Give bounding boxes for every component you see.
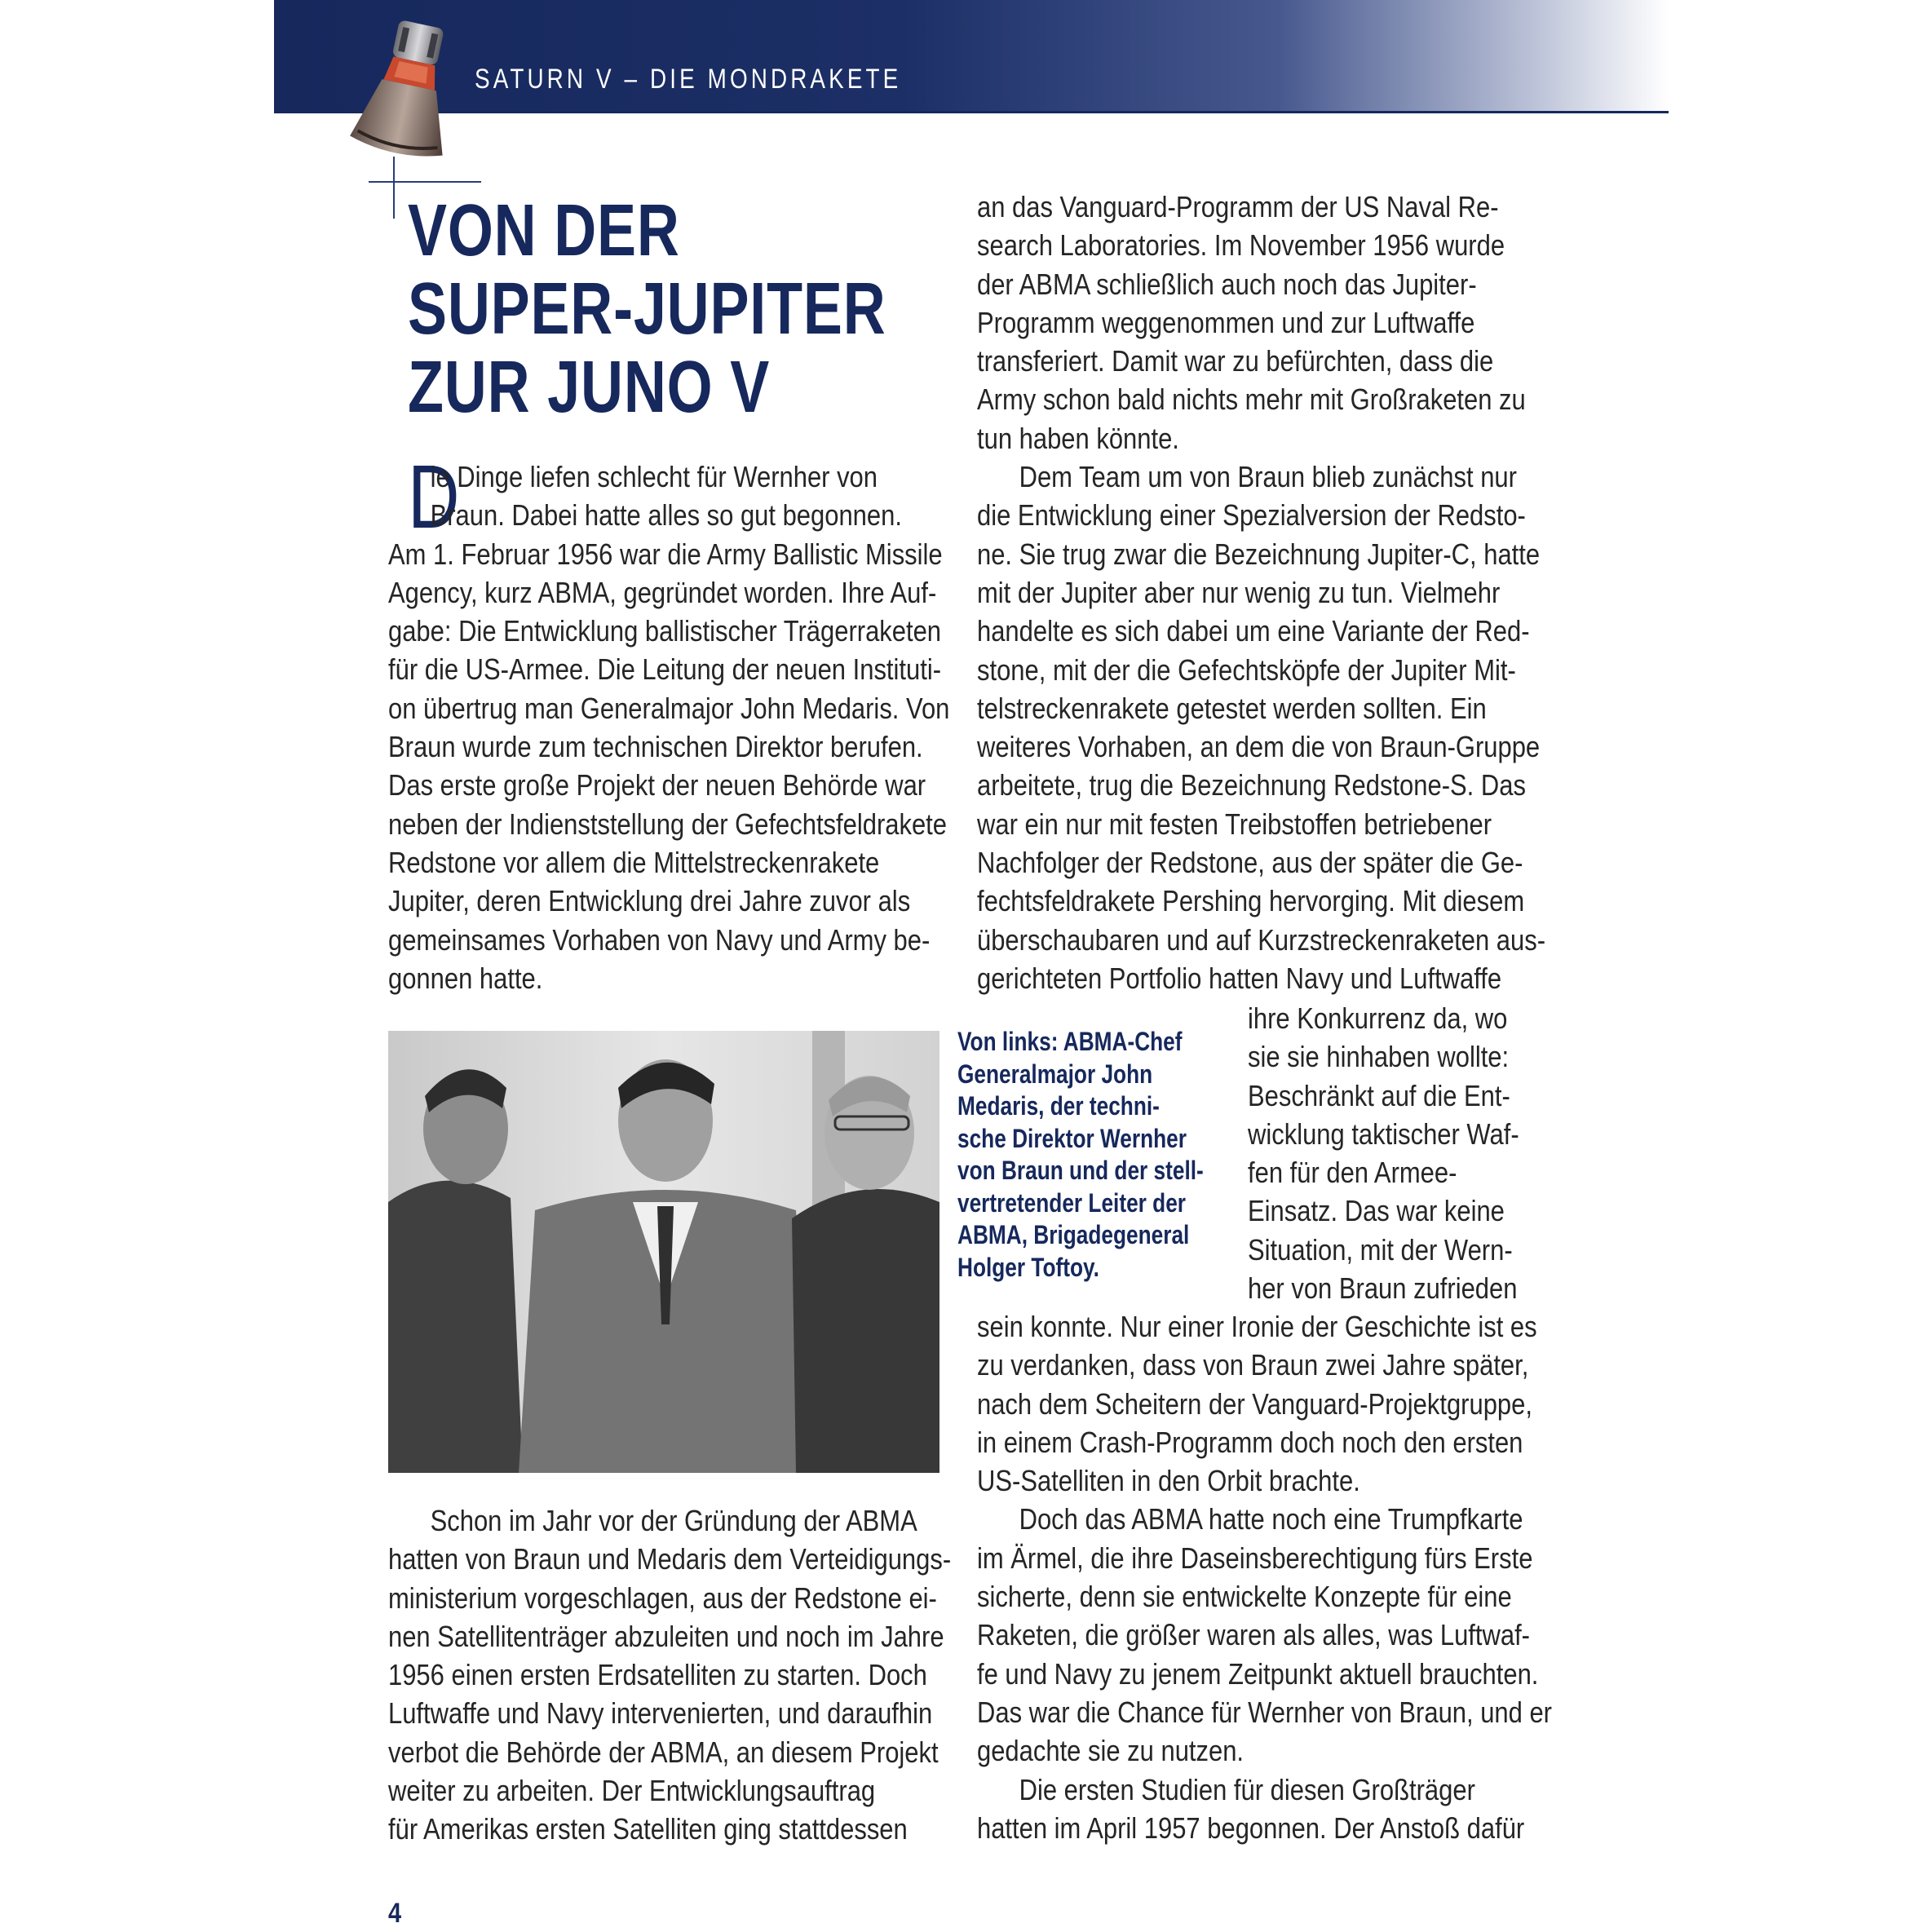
text-line: gabe: Die Entwicklung ballistischer Trägerraketen xyxy=(388,614,942,648)
body-right-top xyxy=(977,188,1638,997)
text-line: Army schon bald nichts mehr mit Großraketen zu xyxy=(977,382,1526,417)
text-line: neben der Indienststellung der Gefechtsfeldrakete xyxy=(388,807,948,841)
text-line: der ABMA schließlich auch noch das Jupiter- xyxy=(977,267,1477,301)
text-line: gedachte sie zu nutzen. xyxy=(977,1734,1245,1768)
text-line: on übertrug man Generalmajor John Medaris. Von xyxy=(388,691,950,725)
text-line: war ein nur mit festen Treibstoffen betriebener xyxy=(977,807,1492,841)
text-line: stone, mit der die Gefechtsköpfe der Jupiter Mit- xyxy=(977,652,1516,687)
running-head: SATURN V – DIE MONDRAKETE xyxy=(475,64,902,95)
photo-caption xyxy=(957,1026,1258,1284)
text-line: weiteres Vorhaben, an dem die von Braun-Gruppe xyxy=(977,730,1541,764)
text-line: ministerium vorgeschlagen, aus der Redstone ei- xyxy=(388,1581,937,1615)
text-line: her von Braun zufrieden xyxy=(1248,1271,1518,1306)
text-line: Schon im Jahr vor der Gründung der ABMA xyxy=(430,1504,917,1537)
caption-line: sche Direktor Wernher xyxy=(957,1123,1187,1153)
caption-line: Von links: ABMA-Chef xyxy=(957,1027,1183,1056)
caption-line: von Braun und der stell- xyxy=(957,1156,1204,1185)
caption-line: Holger Toftoy. xyxy=(957,1252,1099,1282)
text-line: ne. Sie trug zwar die Bezeichnung Jupiter-C, hatte xyxy=(977,537,1541,571)
text-line: hatten im April 1957 begonnen. Der Anstoß dafür xyxy=(977,1810,1525,1845)
text-line: Dem Team um von Braun blieb zunächst nur xyxy=(1019,460,1517,494)
text-line: Luftwaffe und Navy intervenierten, und daraufhin xyxy=(388,1696,933,1731)
headline-line-1: VON DER xyxy=(408,190,680,272)
text-line: ie Dinge liefen schlecht für Wernher von xyxy=(430,460,878,493)
text-line: in einem Crash-Programm doch noch den ersten xyxy=(977,1425,1523,1459)
rocket-engine-icon xyxy=(343,18,473,165)
text-line: zu verdanken, dass von Braun zwei Jahre später, xyxy=(977,1348,1529,1382)
crosshair-horizontal xyxy=(369,181,481,183)
text-line: Agency, kurz ABMA, gegründet worden. Ihre Auf- xyxy=(388,575,937,609)
caption-line: Medaris, der techni- xyxy=(957,1091,1160,1121)
text-line: Programm weggenommen und zur Luftwaffe xyxy=(977,305,1475,339)
text-line: handelte es sich dabei um eine Variante der Red- xyxy=(977,614,1530,648)
page-number: 4 xyxy=(388,1898,402,1929)
text-line: Am 1. Februar 1956 war die Army Ballistic Missile xyxy=(388,537,943,571)
text-line: Einsatz. Das war keine xyxy=(1248,1194,1505,1228)
text-line: sein konnte. Nur einer Ironie der Geschichte ist es xyxy=(977,1310,1537,1343)
text-line: für die US-Armee. Die Leitung der neuen Instituti- xyxy=(388,652,942,687)
text-line: arbeitete, trug die Bezeichnung Redstone-S. Das xyxy=(977,768,1526,802)
body-left-top xyxy=(388,447,1041,997)
text-line: 1956 einen ersten Erdsatelliten zu starten. Doch xyxy=(388,1658,927,1692)
caption-line: ABMA, Brigadegeneral xyxy=(957,1220,1190,1249)
text-line: Nachfolger der Redstone, aus der später die Ge- xyxy=(977,846,1523,880)
text-line: Raketen, die größer waren als alles, was Luftwaf- xyxy=(977,1618,1531,1652)
text-line: Situation, mit der Wern- xyxy=(1248,1232,1513,1267)
text-line: nach dem Scheitern der Vanguard-Projektgruppe, xyxy=(977,1386,1532,1421)
headline-line-2: SUPER-JUPITER xyxy=(408,268,886,350)
text-line: weiter zu arbeiten. Der Entwicklungsauftrag xyxy=(388,1774,876,1808)
text-line: fen für den Armee- xyxy=(1248,1156,1457,1190)
body-right-wrap xyxy=(1248,999,1563,1307)
text-line: die Entwicklung einer Spezialversion der Redsto- xyxy=(977,498,1526,533)
caption-line: Generalmajor John xyxy=(957,1059,1153,1089)
text-line: Redstone vor allem die Mittelstreckenrakete xyxy=(388,845,880,879)
text-line: telstreckenrakete getestet werden sollten. Ein xyxy=(977,691,1487,725)
text-line: US-Satelliten in den Orbit brachte. xyxy=(977,1464,1360,1498)
text-line: Jupiter, deren Entwicklung drei Jahre zuvor als xyxy=(388,884,911,918)
photo-three-men xyxy=(388,1031,939,1473)
text-line: gerichteten Portfolio hatten Navy und Luftwaffe xyxy=(977,961,1502,995)
text-line: Beschränkt auf die Ent- xyxy=(1248,1078,1510,1112)
text-line: gonnen hatte. xyxy=(388,961,543,995)
text-line: verbot die Behörde der ABMA, an diesem Projekt xyxy=(388,1735,939,1769)
text-line: Braun. Dabei hatte alles so gut begonnen. xyxy=(430,498,902,533)
text-line: sicherte, denn sie entwickelte Konzepte für eine xyxy=(977,1580,1512,1614)
text-line: Das war die Chance für Wernher von Braun, und er xyxy=(977,1695,1552,1729)
text-line: Doch das ABMA hatte noch eine Trumpfkarte xyxy=(1019,1502,1523,1536)
text-line: mit der Jupiter aber nur wenig zu tun. Vielmehr xyxy=(977,575,1501,609)
text-line: ihre Konkurrenz da, wo xyxy=(1248,1001,1508,1035)
text-line: hatten von Braun und Medaris dem Verteidigungs- xyxy=(388,1542,952,1576)
text-line: search Laboratories. Im November 1956 wurde xyxy=(977,228,1505,263)
text-line: transferiert. Damit war zu befürchten, dass die xyxy=(977,344,1494,378)
text-line: Das erste große Projekt der neuen Behörde war xyxy=(388,768,926,802)
text-line: im Ärmel, die ihre Daseinsberechtigung fürs Erste xyxy=(977,1541,1533,1575)
headline-line-3: ZUR JUNO V xyxy=(408,347,771,428)
body-left-bottom xyxy=(388,1501,1043,1849)
text-line: Braun wurde zum technischen Direktor berufen. xyxy=(388,730,923,764)
text-line: Die ersten Studien für diesen Großträger xyxy=(1019,1772,1475,1806)
text-line: sie sie hinhaben wollte: xyxy=(1248,1040,1510,1074)
caption-line: vertretender Leiter der xyxy=(957,1187,1187,1218)
crosshair-vertical xyxy=(393,157,395,219)
header-band xyxy=(274,0,1669,113)
text-line: wicklung taktischer Waf- xyxy=(1248,1116,1519,1151)
headline xyxy=(408,192,886,427)
text-line: überschaubaren und auf Kurzstreckenraketen aus- xyxy=(977,922,1546,957)
text-line: nen Satellitenträger abzuleiten und noch im Jahre xyxy=(388,1619,944,1653)
header-rule xyxy=(274,111,1669,113)
body-right-bottom xyxy=(977,1307,1646,1847)
text-line: tun haben könnte. xyxy=(977,421,1179,455)
text-line: gemeinsames Vorhaben von Navy und Army be- xyxy=(388,922,931,957)
text-line: fechtsfeldrakete Pershing hervorging. Mit diesem xyxy=(977,884,1525,918)
text-line: an das Vanguard-Programm der US Naval Re- xyxy=(977,190,1499,223)
text-line: für Amerikas ersten Satelliten ging stattdessen xyxy=(388,1812,908,1846)
text-line: fe und Navy zu jenem Zeitpunkt aktuell brauchten. xyxy=(977,1656,1539,1691)
drop-cap: D xyxy=(408,447,460,547)
